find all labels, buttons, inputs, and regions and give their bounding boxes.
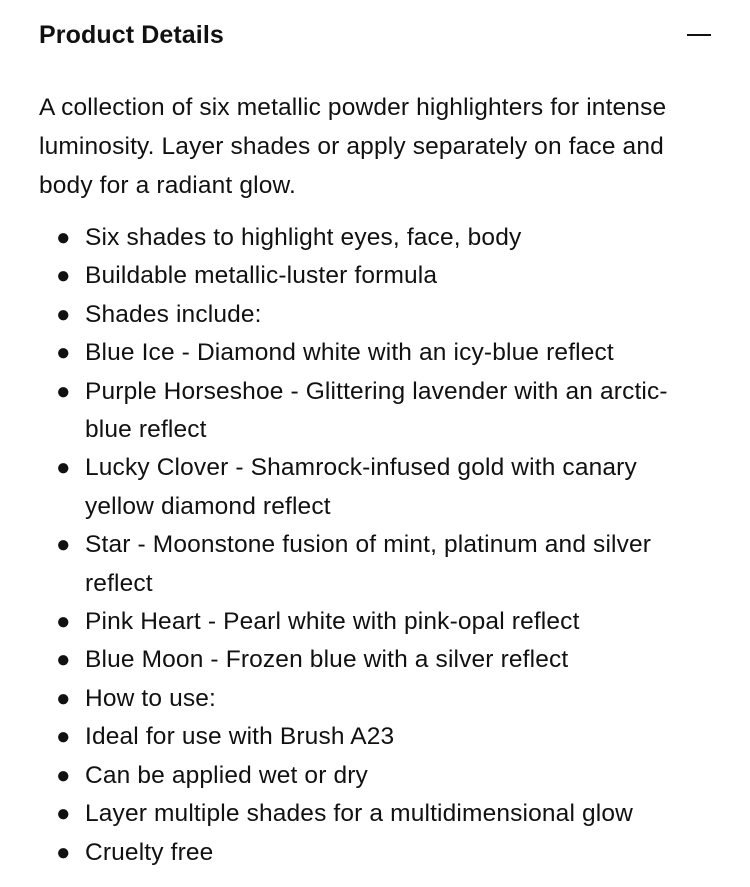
list-item-text: Purple Horseshoe - Glittering lavender with an arctic-blue reflect (85, 377, 668, 444)
list-item-text: Ideal for use with Brush A23 (85, 723, 395, 751)
list-item-text: Lucky Clover - Shamrock-infused gold with canary yellow diamond reflect (85, 454, 637, 520)
list-item (39, 834, 712, 872)
bullet-icon: ● (56, 800, 71, 828)
list-item (39, 373, 712, 450)
list-item (39, 641, 712, 679)
list-item-text: Layer multiple shades for a multidimensional glow (85, 800, 633, 828)
feature-list (39, 219, 712, 872)
list-item-text: Cruelty free (85, 838, 214, 866)
list-item-text: Blue Ice - Diamond white with an icy-blue reflect (85, 339, 614, 367)
bullet-icon: ● (56, 608, 71, 636)
list-item-text: How to use: (85, 684, 217, 712)
list-item-text: Star - Moonstone fusion of mint, platinum and silver reflect (85, 531, 652, 597)
list-item-text: Shades include: (85, 300, 262, 328)
list-item (39, 296, 712, 334)
list-item-text: Can be applied wet or dry (85, 761, 368, 789)
bullet-icon: ● (56, 300, 71, 328)
list-item-text: Six shades to highlight eyes, face, body (85, 224, 522, 251)
list-item (39, 334, 712, 372)
list-item (39, 718, 712, 756)
minus-icon (687, 34, 711, 36)
list-item (39, 680, 712, 718)
product-description: A collection of six metallic powder highlighters for intense luminosity. Layer shades or apply separately on face and body for a radiant glow. (39, 94, 667, 199)
list-item (39, 257, 712, 295)
bullet-icon: ● (56, 646, 71, 674)
list-item (39, 449, 712, 526)
section-title: Product Details (39, 21, 224, 49)
list-item (39, 795, 712, 833)
list-item-text: Buildable metallic-luster formula (85, 262, 438, 290)
bullet-icon: ● (56, 684, 71, 712)
list-item (39, 603, 712, 641)
list-item (39, 757, 712, 795)
list-item-text: Blue Moon - Frozen blue with a silver reflect (85, 646, 569, 674)
list-item-text: Pink Heart - Pearl white with pink-opal reflect (85, 608, 580, 636)
bullet-icon: ● (56, 761, 71, 789)
list-item (39, 219, 712, 257)
bullet-icon: ● (56, 454, 71, 482)
bullet-icon: ● (56, 339, 71, 367)
list-item (39, 526, 712, 603)
collapse-button[interactable] (686, 19, 712, 51)
bullet-icon: ● (56, 723, 71, 751)
bullet-icon: ● (56, 262, 71, 290)
bullet-icon: ● (56, 224, 71, 251)
bullet-icon: ● (56, 838, 71, 866)
section-header[interactable] (39, 0, 712, 70)
bullet-icon: ● (56, 531, 71, 559)
bullet-icon: ● (56, 377, 71, 405)
